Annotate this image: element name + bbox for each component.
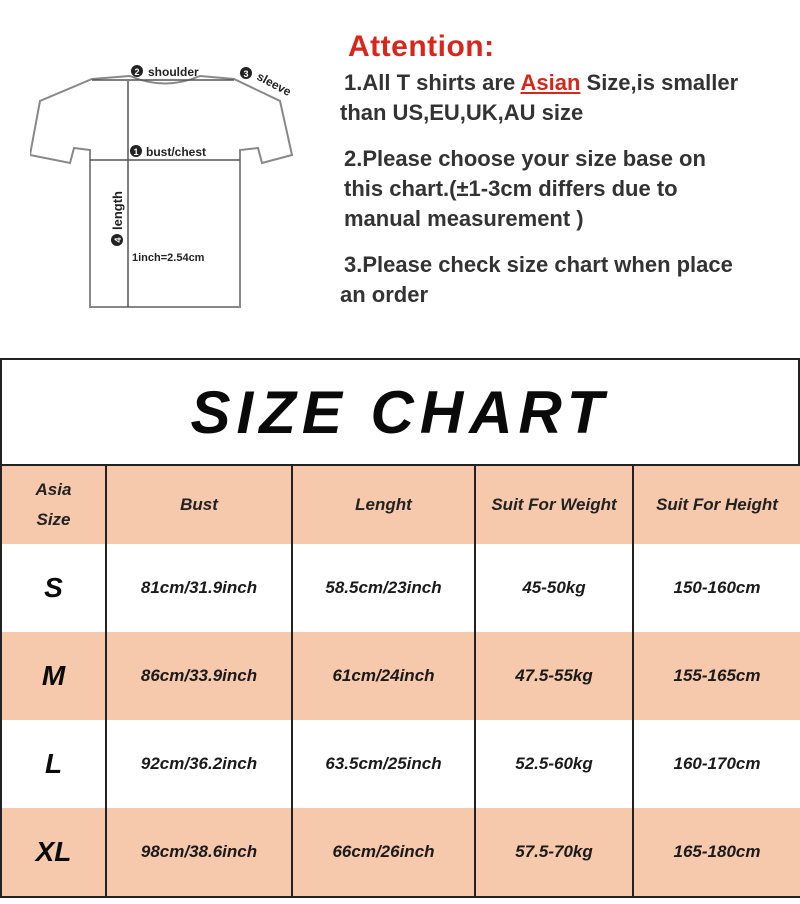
height-cell: 165-180cm: [633, 808, 800, 897]
header-asia-size-line-1: Asia: [35, 480, 72, 499]
tshirt-measurement-diagram: [30, 55, 320, 320]
note-3-line-2: an order: [340, 282, 429, 307]
header-height: Suit For Height: [633, 465, 800, 544]
bust-cell: 86cm/33.9inch: [106, 632, 292, 720]
note-2-line-2: this chart.(±1-3cm differs due to: [344, 176, 678, 201]
note-3-line-1: 3.Please check size chart when place: [344, 252, 733, 277]
header-length: Lenght: [292, 465, 475, 544]
shoulder-label: shoulder: [148, 65, 199, 79]
size-chart-title-box: [0, 358, 800, 466]
svg-text:4: 4: [113, 237, 123, 243]
sleeve-marker: [240, 67, 252, 79]
height-cell: 155-165cm: [633, 632, 800, 720]
note-1-highlight: Asian: [520, 70, 581, 95]
header-bust: Bust: [106, 465, 292, 544]
note-1-line-2: than US,EU,UK,AU size: [340, 100, 584, 125]
length-marker: [111, 234, 123, 246]
note-1-text-b: Size,is smaller: [580, 70, 739, 95]
bust-marker: [130, 145, 142, 157]
bust-cell: 81cm/31.9inch: [106, 544, 292, 632]
weight-cell: 45-50kg: [475, 544, 633, 632]
length-cell: 63.5cm/25inch: [292, 720, 475, 808]
size-cell: XL: [1, 808, 106, 897]
conversion-note: 1inch=2.54cm: [132, 252, 205, 264]
length-label: length: [110, 191, 125, 230]
note-2: [340, 144, 795, 234]
size-cell: M: [1, 632, 106, 720]
size-table: [0, 464, 800, 898]
tshirt-outline: [30, 76, 292, 307]
note-2-line-1: 2.Please choose your size base on: [344, 146, 706, 171]
attention-title: Attention:: [348, 30, 495, 63]
table-row: [1, 808, 800, 897]
attention-notes: [340, 30, 795, 326]
bust-label: bust/chest: [146, 145, 207, 159]
size-cell: L: [1, 720, 106, 808]
note-2-line-3: manual measurement ): [344, 206, 584, 231]
length-cell: 66cm/26inch: [292, 808, 475, 897]
note-1: [340, 68, 795, 128]
size-cell: S: [1, 544, 106, 632]
length-cell: 61cm/24inch: [292, 632, 475, 720]
header-weight: Suit For Weight: [475, 465, 633, 544]
weight-cell: 47.5-55kg: [475, 632, 633, 720]
note-1-text-a: 1.All T shirts are: [344, 70, 521, 95]
header-asia-size-line-2: Size: [36, 510, 71, 529]
table-row: [1, 544, 800, 632]
bust-cell: 98cm/38.6inch: [106, 808, 292, 897]
svg-text:2: 2: [134, 67, 140, 77]
weight-cell: 57.5-70kg: [475, 808, 633, 897]
table-header-row: [1, 465, 800, 544]
sleeve-label: sleeve: [254, 69, 294, 99]
table-row: [1, 632, 800, 720]
weight-cell: 52.5-60kg: [475, 720, 633, 808]
height-cell: 160-170cm: [633, 720, 800, 808]
height-cell: 150-160cm: [633, 544, 800, 632]
bust-cell: 92cm/36.2inch: [106, 720, 292, 808]
shoulder-marker: [131, 65, 143, 77]
svg-text:3: 3: [243, 69, 249, 79]
size-chart: [0, 358, 800, 904]
header-asia-size: [1, 465, 106, 544]
svg-text:1: 1: [133, 147, 139, 157]
size-chart-title: SIZE CHART: [190, 378, 610, 446]
table-row: [1, 720, 800, 808]
length-cell: 58.5cm/23inch: [292, 544, 475, 632]
note-3: [340, 250, 795, 310]
